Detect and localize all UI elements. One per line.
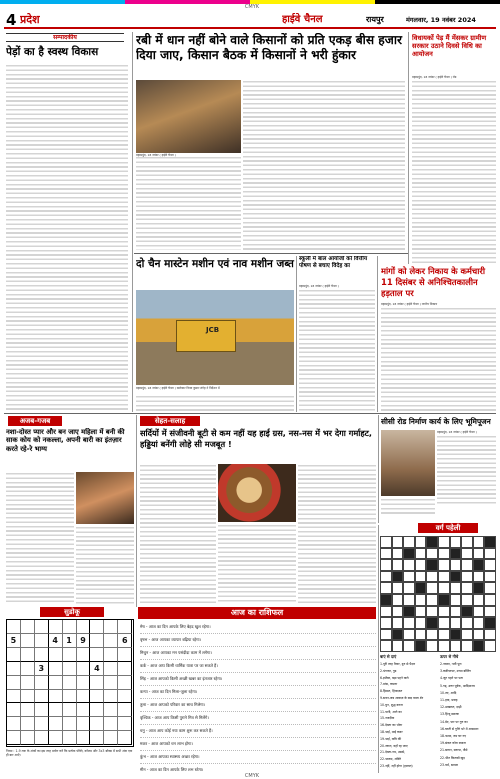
crossword-cell xyxy=(473,629,485,641)
across-clue: 21.देवता-गम, उससे, xyxy=(380,750,406,755)
crossword-cell xyxy=(438,629,450,641)
crossword-cell xyxy=(461,548,473,560)
crossword-cell xyxy=(438,559,450,571)
sudoku-cell xyxy=(63,662,77,676)
sudoku-cell xyxy=(77,648,91,662)
crossword-cell xyxy=(450,617,462,629)
down-title: ऊपर से नीचे xyxy=(440,654,459,659)
across-clue: 15.नजदीक xyxy=(380,716,395,721)
across-clue: 7.मांस, कपारा xyxy=(380,682,398,687)
crossword-cell xyxy=(450,536,462,548)
crossword-cell xyxy=(473,571,485,583)
rashifal-item: वृश्चिक - आज आप किसी पुराने मित्र से मिलेंगे। xyxy=(140,712,376,725)
crossword-cell xyxy=(438,594,450,606)
crossword-cell xyxy=(415,629,427,641)
sudoku-cell xyxy=(7,690,21,704)
rashifal-label: आज का राशिफल xyxy=(230,608,284,617)
divider xyxy=(296,256,297,412)
across-clue: 11.पानी, आगे का xyxy=(380,709,402,714)
crossword-cell xyxy=(380,536,392,548)
sudoku-cell xyxy=(90,676,104,690)
sudoku-cell xyxy=(63,717,77,731)
crossword-cell xyxy=(415,640,427,652)
right-story-dateline: महासमुंद, 18 नवंबर ( हाईवे चैनल ) रोड xyxy=(412,75,457,79)
rashifal-item: तुला - आज आपको परिवार का साथ मिलेगा। xyxy=(140,699,376,712)
crossword-cell xyxy=(484,582,496,594)
sudoku-cell xyxy=(90,717,104,731)
sudoku-cell xyxy=(77,676,91,690)
sudoku-cell: 6 xyxy=(118,634,132,648)
crossword-cell xyxy=(426,617,438,629)
sudoku-cell xyxy=(104,690,118,704)
sudoku-cell xyxy=(77,662,91,676)
across-clue: 22.भालस, शक्ति xyxy=(380,757,401,762)
right-story-title: विधायकों पेड़ मैं मेंसकर ग्रामीण सरकार उठाने दिवसे विधि का आयोजन xyxy=(412,34,487,59)
story4-dateline: महासमुंद, 18 नवंबर ( हाईवे चैनल ) नगरीय निकाय xyxy=(381,302,438,306)
down-clue: 10.तट, आदि xyxy=(440,690,457,695)
divider xyxy=(4,413,496,414)
sudoku-cell xyxy=(49,620,63,634)
across-title: बाएं से दाएं xyxy=(380,654,397,659)
crossword-cell xyxy=(438,606,450,618)
across-clue: 1.पूरी तरह तैयार, दुरु से पैदार xyxy=(380,662,416,666)
sudoku-cell xyxy=(21,703,35,717)
down-clue: 14.ग्रेट, पार पर गुरु का xyxy=(440,719,468,724)
down-clue: 11.हवा, प्रवाह xyxy=(440,698,458,703)
crossword-cell xyxy=(403,571,415,583)
across-clue: 23.नहीं, नहीं होगा (हालात) xyxy=(380,763,413,768)
crossword-cell xyxy=(380,548,392,560)
down-clue: 4.जूट पहने पर पता xyxy=(440,676,463,681)
crossword-cell xyxy=(380,629,392,641)
sudoku-cell xyxy=(63,731,77,745)
health-title: सर्दियों में संजीवनी बूटी से कम नहीं यह हाई ग्रस, नस-नस में भर देगा गर्माहट, हड्डियां बनेंगी लोहे सी मजबूत ! xyxy=(140,428,372,449)
story2-body xyxy=(136,395,294,411)
crossword-cell xyxy=(392,629,404,641)
sudoku-cell xyxy=(35,620,49,634)
sudoku-cell xyxy=(77,731,91,745)
sudoku-cell xyxy=(118,648,132,662)
editorial-body xyxy=(6,64,128,410)
down-clue: 3.कवीपरपट, उत्तम बोलिंग xyxy=(440,669,471,674)
sudoku-cell xyxy=(104,662,118,676)
down-clue: 21.सावन, सरूपा, जैसे xyxy=(440,748,468,753)
crossword-cell xyxy=(380,617,392,629)
story3-title: स्कूली में बाल आयोजों को वित्तीय पोषण से बचाए विदेह का xyxy=(299,256,368,269)
down-clue: 22.भीत किताबों खुद xyxy=(440,755,465,760)
crossword-cell xyxy=(415,536,427,548)
crossword-cell xyxy=(461,559,473,571)
across-clue: 9.सवन-जब आवाज़ के बाद वाला शेर xyxy=(380,695,424,700)
divider xyxy=(378,415,379,523)
crossword-cell xyxy=(450,640,462,652)
crossword-cell xyxy=(426,629,438,641)
crossword-cell xyxy=(415,559,427,571)
crossword-cell xyxy=(426,606,438,618)
crossword-cell xyxy=(484,594,496,606)
sudoku-cell xyxy=(77,717,91,731)
health-body-mid xyxy=(218,524,296,604)
sudoku-cell xyxy=(104,620,118,634)
crossword-cell xyxy=(403,640,415,652)
sudoku-cell xyxy=(118,620,132,634)
crossword-cell xyxy=(473,536,485,548)
ajab-body-right xyxy=(76,526,134,604)
story3-body xyxy=(299,289,375,411)
rashifal-item: धनु - आज आप कोई नया काम शुरू कर सकते हैं। xyxy=(140,725,376,738)
sudoku-cell xyxy=(7,648,21,662)
health-body-left xyxy=(140,464,216,604)
down-clue: 13.हिन्दू स्मारक xyxy=(440,712,460,717)
crossword-cell xyxy=(461,629,473,641)
divider xyxy=(132,32,133,412)
down-clue: 18.चश्मा, राम घर गए xyxy=(440,734,467,739)
sudoku-cell xyxy=(35,703,49,717)
crossword-cell xyxy=(484,571,496,583)
crossword-cell xyxy=(380,606,392,618)
sudoku-cell xyxy=(35,634,49,648)
across-clue: 2.भंगकर, गुड xyxy=(380,668,397,673)
crossword-cell xyxy=(473,606,485,618)
sudoku-cell xyxy=(90,690,104,704)
down-clue: 5.गद्द, उत्तर पूर्वक, आदिमानव xyxy=(440,683,475,688)
crossword-cell xyxy=(438,571,450,583)
crossword-cell xyxy=(403,594,415,606)
crossword-cell xyxy=(426,582,438,594)
sudoku-cell xyxy=(49,717,63,731)
crossword-cell xyxy=(415,571,427,583)
sudoku-cell xyxy=(63,620,77,634)
crossword-cell xyxy=(438,582,450,594)
sudoku-cell xyxy=(118,690,132,704)
sudoku-cell xyxy=(49,690,63,704)
crossword-cell xyxy=(403,617,415,629)
ajab-title: नशा-दोस्त प्यार और बन जाए महिला में बनी की साक कोय को नकल्ला, अपनी बारी का इंतज़ार करते रहे-रे भाग्य xyxy=(6,428,125,453)
crossword-cell xyxy=(403,582,415,594)
sudoku-cell: 3 xyxy=(35,662,49,676)
sudoku-cell xyxy=(21,690,35,704)
crossword-cell xyxy=(473,640,485,652)
story2-title: दो चैन मास्टेन मशीन एवं नाव मशीन जब्त xyxy=(136,258,294,270)
sudoku-cell xyxy=(35,731,49,745)
editorial-label xyxy=(6,33,124,42)
sudoku-cell xyxy=(90,703,104,717)
sudoku-cell xyxy=(7,620,21,634)
sudoku-cell xyxy=(7,662,21,676)
divider xyxy=(408,32,409,264)
sudoku-cell xyxy=(49,731,63,745)
down-clue: 23.धर्म, सम्पन्न xyxy=(440,762,458,767)
sudoku-cell xyxy=(63,703,77,717)
crossword-cell xyxy=(415,606,427,618)
crossword-cell xyxy=(461,536,473,548)
crossword-cell xyxy=(461,582,473,594)
crossword-cell xyxy=(438,548,450,560)
sudoku-cell xyxy=(118,731,132,745)
crossword-cell xyxy=(415,582,427,594)
crossword-cell xyxy=(461,571,473,583)
crossword-cell xyxy=(473,617,485,629)
sudoku-rules: नियम : 1-9 तक के अंकों का इस तरह प्रयोग करें कि प्रत्येक पंक्ति, कॉलम और 3x3 बॉक्स में सभी अंक एक ही बार आएँ। xyxy=(6,749,133,758)
divider xyxy=(136,415,137,607)
across-clues xyxy=(380,661,438,773)
divider xyxy=(377,256,378,412)
sudoku-cell xyxy=(104,676,118,690)
rashifal-item: कर्क - आज आप किसी धार्मिक यात्रा पर जा सकते हैं। xyxy=(140,660,376,673)
rashifal-item: सिंह - आज आपको किसी अच्छी खबर का इंतजार रहेगा। xyxy=(140,673,376,686)
sudoku-cell xyxy=(77,620,91,634)
story5-caption xyxy=(381,498,435,516)
crossword-cell xyxy=(426,536,438,548)
crossword-cell xyxy=(426,640,438,652)
crossword-cell xyxy=(415,594,427,606)
sudoku-cell xyxy=(21,648,35,662)
editorial-title: पेड़ों का है स्वस्थ विकास xyxy=(6,46,99,58)
crossword-cell xyxy=(450,594,462,606)
crossword-cell xyxy=(426,594,438,606)
sudoku-cell xyxy=(21,634,35,648)
rashifal-item: कुंभ - आज आपका स्वास्थ्य अच्छा रहेगा। xyxy=(140,751,376,764)
rashifal-list xyxy=(140,621,376,771)
sudoku-cell xyxy=(77,703,91,717)
sudoku-cell xyxy=(104,648,118,662)
divider xyxy=(378,525,379,773)
sudoku-cell xyxy=(90,648,104,662)
page-number: 4 xyxy=(6,12,17,28)
crossword-cell xyxy=(473,548,485,560)
paper-name: हाईवे चैनल xyxy=(282,14,323,25)
crossword-cell xyxy=(392,617,404,629)
crossword-cell xyxy=(484,559,496,571)
sudoku-cell xyxy=(35,690,49,704)
across-clue: 10.धुन, शुद्ध करना xyxy=(380,702,403,707)
story2-photo: JCB xyxy=(136,290,294,385)
lead-photo xyxy=(136,80,241,153)
crossword-cell xyxy=(473,594,485,606)
sudoku-cell xyxy=(104,634,118,648)
sudoku-grid xyxy=(6,619,134,747)
story5-title: सीसी रोड निर्माण कार्य के लिए भूमिपूजन xyxy=(381,417,491,426)
story4-title: मांगों को लेकर निकाय के कर्मचारी 11 दिसंबर से अनिश्चितकालीन हड़ताल पर xyxy=(381,266,486,298)
down-clue: 2.नक्शा, नशी पूरा xyxy=(440,662,462,666)
sudoku-cell xyxy=(104,731,118,745)
crossword-cell xyxy=(438,640,450,652)
crossword-cell xyxy=(461,640,473,652)
health-photo xyxy=(218,464,296,522)
crossword-cell xyxy=(484,548,496,560)
story3-dateline: महासमुंद, 18 नवंबर ( हाईवे चैनल ) xyxy=(299,284,339,288)
crossword-cell xyxy=(484,629,496,641)
rashifal-item: मेष - आज का दिन आपके लिए बेहद खुश रहेगा। xyxy=(140,621,376,634)
crossword-cell xyxy=(392,582,404,594)
crossword-cell xyxy=(450,571,462,583)
down-clue: 19.संकट कोरा बचाना xyxy=(440,741,466,746)
lead-body xyxy=(243,80,405,250)
lead-title: रबी में धान नहीं बोने वाले किसानों को प्रति एकड़ बीस हजार दिया जाए, किसान बैठक में किसानों ने भरी हुंकार xyxy=(136,33,402,62)
sudoku-cell: 5 xyxy=(7,634,21,648)
down-clues xyxy=(440,661,496,773)
crossword-cell xyxy=(473,582,485,594)
rashifal-item: कन्या - आज का दिन मिला-जुला रहेगा। xyxy=(140,686,376,699)
rashifal-item: मिथुन - आज आपका मन पसंदीदा काम में लगेगा। xyxy=(140,647,376,660)
crossword-cell xyxy=(438,617,450,629)
crossword-cell xyxy=(450,548,462,560)
sudoku-cell xyxy=(21,731,35,745)
crossword-cell xyxy=(380,594,392,606)
sudoku-cell xyxy=(118,717,132,731)
crossword-cell xyxy=(392,536,404,548)
down-clue: 16.घरती से गुणि भरे में आसमान xyxy=(440,726,479,731)
sudoku-label: सुडोकू xyxy=(40,607,104,617)
top-logo: CMYK xyxy=(244,4,260,10)
crossword-cell xyxy=(403,559,415,571)
crossword-cell xyxy=(403,629,415,641)
sudoku-cell xyxy=(49,703,63,717)
crossword-cell xyxy=(403,536,415,548)
crossword-label: वर्ग पहेली xyxy=(418,523,478,533)
crossword-cell xyxy=(392,571,404,583)
sudoku-cell xyxy=(63,648,77,662)
rashifal-item: मकर - आज आपको धन लाभ होगा। xyxy=(140,738,376,751)
ajab-body xyxy=(6,472,74,604)
crossword-cell xyxy=(461,594,473,606)
sudoku-cell: 4 xyxy=(49,634,63,648)
crossword-cell xyxy=(392,594,404,606)
crossword-cell xyxy=(403,606,415,618)
crossword-cell xyxy=(426,559,438,571)
sudoku-cell xyxy=(7,731,21,745)
sudoku-cell: 4 xyxy=(90,662,104,676)
crossword-cell xyxy=(484,536,496,548)
crossword-cell xyxy=(380,640,392,652)
across-clue: 8.हिम्मत, हिफाज़त xyxy=(380,689,403,694)
down-clue: 12.ढाखलत, दाढ़ी xyxy=(440,705,462,710)
sudoku-cell xyxy=(49,676,63,690)
crossword-cell xyxy=(392,548,404,560)
crossword-cell xyxy=(484,617,496,629)
ajab-label: अजब-गजब xyxy=(8,416,62,426)
crossword-cell xyxy=(473,559,485,571)
rashifal-item: मीन - आज का दिन आपके लिए शुभ रहेगा। xyxy=(140,764,376,771)
crossword-cell xyxy=(415,548,427,560)
crossword-cell xyxy=(461,617,473,629)
divider xyxy=(134,253,408,254)
across-clue: 16.देवता का भोगा xyxy=(380,723,403,728)
crossword-cell xyxy=(461,606,473,618)
crossword-grid xyxy=(380,536,496,652)
across-clue: 6.इजैबर, बड़ा पहने वाले xyxy=(380,675,409,680)
story5-dateline: महासमुंद, 18 नवंबर ( हाईवे चैनल ) xyxy=(437,430,477,434)
editorial-label-text: सम्पादकीय xyxy=(53,34,77,41)
lead-body-lower xyxy=(136,156,241,250)
sudoku-cell xyxy=(7,703,21,717)
crossword-cell xyxy=(380,559,392,571)
right-story-body xyxy=(412,80,496,264)
sudoku-cell xyxy=(49,648,63,662)
sudoku-cell xyxy=(35,648,49,662)
sudoku-cell xyxy=(104,703,118,717)
sudoku-cell xyxy=(7,717,21,731)
crossword-cell xyxy=(450,559,462,571)
crossword-cell xyxy=(484,640,496,652)
crossword-cell xyxy=(392,640,404,652)
crossword-cell xyxy=(380,582,392,594)
sudoku-cell xyxy=(35,717,49,731)
crossword-cell xyxy=(450,606,462,618)
crossword-cell xyxy=(450,582,462,594)
sudoku-cell: 1 xyxy=(63,634,77,648)
sudoku-cell xyxy=(90,731,104,745)
crossword-cell xyxy=(415,617,427,629)
story5-photo xyxy=(381,430,435,496)
health-body-right xyxy=(298,464,376,604)
bottom-logo: CMYK xyxy=(244,773,260,779)
sudoku-cell xyxy=(90,634,104,648)
crossword-cell xyxy=(426,548,438,560)
rashifal-header xyxy=(138,607,376,619)
sudoku-cell xyxy=(21,676,35,690)
sudoku-cell xyxy=(7,676,21,690)
sudoku-cell xyxy=(49,662,63,676)
story5-body xyxy=(437,435,496,505)
crossword-cell xyxy=(392,606,404,618)
sudoku-cell xyxy=(21,717,35,731)
sudoku-cell xyxy=(63,676,77,690)
sudoku-cell: 9 xyxy=(77,634,91,648)
sudoku-cell xyxy=(35,676,49,690)
crossword-cell xyxy=(484,606,496,618)
sudoku-cell xyxy=(118,703,132,717)
across-clue: 18.भाई, माई कवर xyxy=(380,729,403,734)
crossword-cell xyxy=(426,571,438,583)
crossword-clues xyxy=(380,654,496,774)
rashifal-item: वृषभ - आज आपका व्यापार बढ़िया रहेगा। xyxy=(140,634,376,647)
story2-caption: महासमुंद, 18 नवंबर ( हाईवे चैनल ) कलेक्टर विनय कुमार लंगेह ने निर्देशन में xyxy=(136,386,220,390)
crossword-cell xyxy=(438,536,450,548)
sudoku-cell xyxy=(21,662,35,676)
ajab-photo xyxy=(76,472,134,524)
crossword-cell xyxy=(380,571,392,583)
across-clue: 20.जगल, वहाँ रह जाए xyxy=(380,743,408,748)
section-label: प्रदेश xyxy=(20,13,40,26)
crossword-cell xyxy=(392,559,404,571)
city-label: रायपुर xyxy=(366,15,384,24)
sudoku-cell xyxy=(104,717,118,731)
sudoku-cell xyxy=(90,620,104,634)
health-label: सेहत-सलाह xyxy=(140,416,200,426)
date-label: मंगलवार, 19 नवंबर 2024 xyxy=(406,16,476,24)
lead-dateline: महासमुंद, 18 नवंबर ( हाईवे चैनल ) xyxy=(136,153,176,157)
sudoku-cell xyxy=(21,620,35,634)
across-clue: 19.भाई, कवि की xyxy=(380,736,402,741)
story4-body xyxy=(381,307,496,411)
sudoku-cell xyxy=(63,690,77,704)
sudoku-cell xyxy=(118,662,132,676)
sudoku-cell xyxy=(77,690,91,704)
masthead xyxy=(4,11,496,29)
sudoku-cell xyxy=(118,676,132,690)
crossword-cell xyxy=(403,548,415,560)
crossword-cell xyxy=(450,629,462,641)
